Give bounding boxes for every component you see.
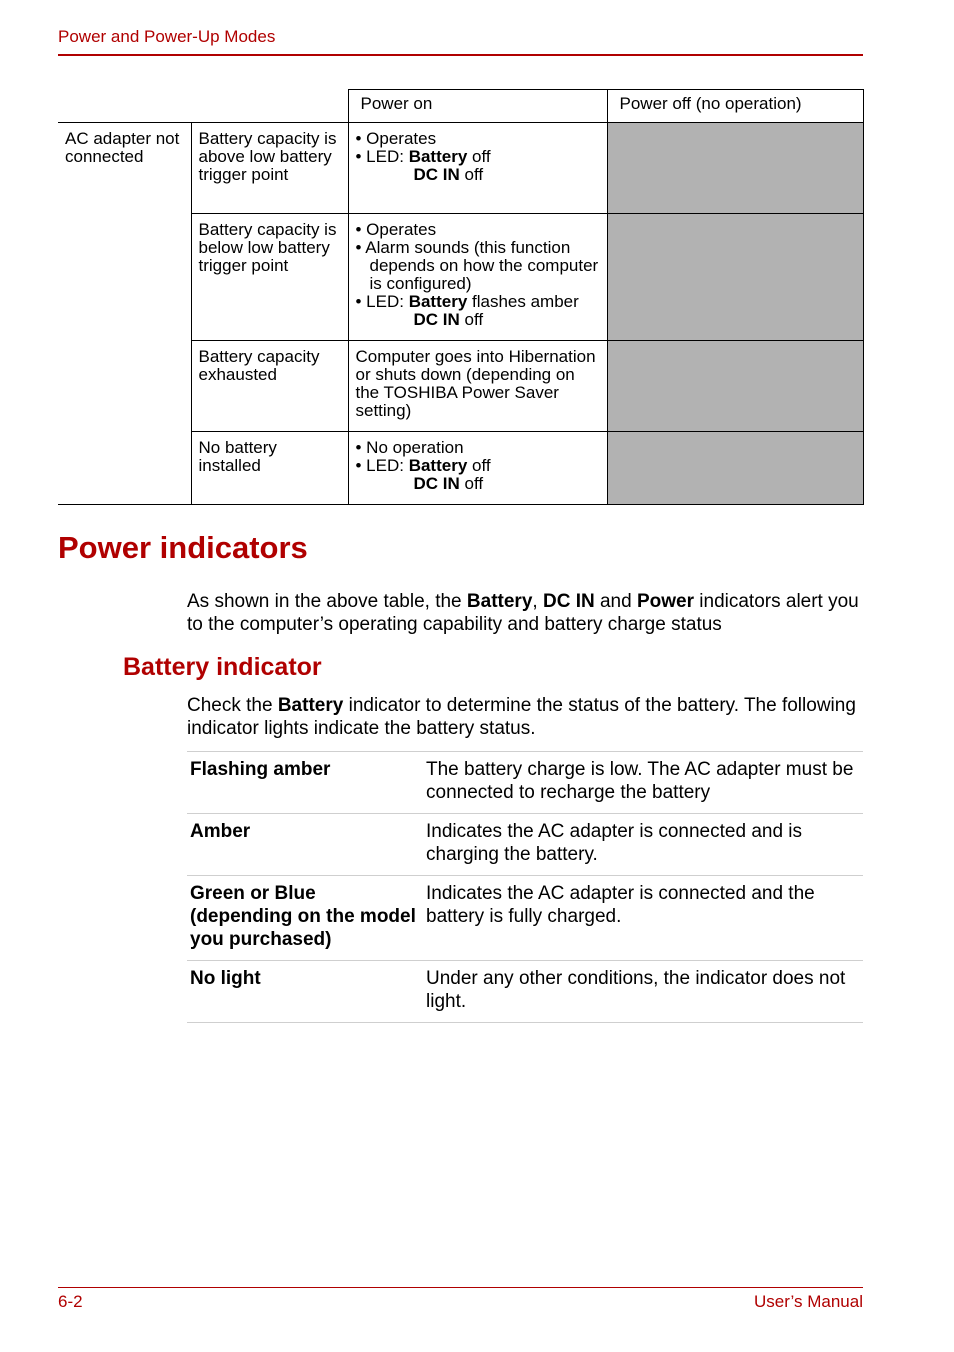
intro-text: and bbox=[594, 591, 637, 612]
led-name: Battery bbox=[408, 292, 468, 311]
header-rule bbox=[58, 54, 863, 56]
condition-cell: No battery installed bbox=[191, 432, 348, 505]
blank-header-cell bbox=[58, 90, 348, 123]
dcin-name: DC IN bbox=[413, 165, 460, 184]
intro-text: indicator to determine the status of the battery. The following indicator lights indicate the battery status. bbox=[187, 695, 856, 739]
led-prefix: • LED: bbox=[355, 147, 409, 166]
led-state: off bbox=[467, 147, 491, 166]
indicator-description: Under any other conditions, the indicator does not light. bbox=[423, 961, 863, 1023]
indicator-description: Indicates the AC adapter is connected and the battery is fully charged. bbox=[423, 876, 863, 961]
power-off-cell bbox=[607, 214, 863, 341]
led-prefix: • LED: bbox=[355, 292, 409, 311]
indicator-description: The battery charge is low. The AC adapter must be connected to recharge the battery bbox=[423, 752, 863, 814]
led-line bbox=[356, 148, 601, 166]
subsection-title: Battery indicator bbox=[123, 653, 322, 681]
intro-bold: Power bbox=[636, 591, 694, 612]
indicator-state: Green or Blue (depending on the model you purchased) bbox=[187, 876, 423, 961]
table-row bbox=[58, 123, 863, 214]
status-line: • Operates bbox=[355, 129, 437, 148]
table-row bbox=[187, 814, 863, 876]
table-row bbox=[187, 876, 863, 961]
intro-text: As shown in the above table, the bbox=[187, 591, 467, 612]
led-prefix: • LED: bbox=[355, 456, 409, 475]
led-name: Battery bbox=[408, 147, 468, 166]
battery-indicator-table bbox=[187, 751, 863, 1023]
condition-cell: Battery capacity is above low battery trigger point bbox=[191, 123, 348, 214]
group-label: AC adapter not connected bbox=[58, 123, 191, 505]
manual-title: User’s Manual bbox=[754, 1292, 863, 1311]
power-off-cell bbox=[607, 341, 863, 432]
section-intro bbox=[187, 590, 877, 636]
power-on-cell: Computer goes into Hibernation or shuts down (depending on the TOSHIBA Power Saver setting) bbox=[348, 341, 607, 432]
intro-text: , bbox=[532, 591, 543, 612]
intro-text: indicators alert you to the computer’s operating capability and battery charge status bbox=[187, 591, 859, 635]
dcin-state: off bbox=[459, 474, 484, 493]
dcin-line bbox=[356, 166, 601, 184]
alarm-line: • Alarm sounds (this function depends on how the computer is configured) bbox=[355, 238, 599, 293]
condition-cell: Battery capacity is below low battery trigger point bbox=[191, 214, 348, 341]
intro-text: Check the bbox=[187, 695, 278, 716]
led-state: flashes amber bbox=[467, 292, 579, 311]
intro-bold: DC IN bbox=[542, 591, 595, 612]
dcin-name: DC IN bbox=[413, 474, 460, 493]
condition-cell: Battery capacity exhausted bbox=[191, 341, 348, 432]
dcin-state: off bbox=[459, 165, 484, 184]
table-header-row bbox=[58, 90, 863, 123]
indicator-state: Flashing amber bbox=[187, 752, 423, 814]
indicator-description: Indicates the AC adapter is connected and is charging the battery. bbox=[423, 814, 863, 876]
running-head: Power and Power-Up Modes bbox=[58, 27, 276, 46]
table-row bbox=[187, 752, 863, 814]
dcin-state: off bbox=[459, 310, 484, 329]
power-off-cell bbox=[607, 123, 863, 214]
status-line: • Operates bbox=[355, 220, 437, 239]
footer-rule bbox=[58, 1287, 863, 1288]
col-power-on: Power on bbox=[348, 90, 607, 123]
power-modes-table bbox=[58, 89, 864, 505]
intro-bold: Battery bbox=[277, 695, 344, 716]
table-row bbox=[187, 961, 863, 1023]
led-line bbox=[356, 457, 601, 475]
section-title: Power indicators bbox=[58, 530, 308, 565]
subsection-intro bbox=[187, 694, 867, 740]
page-number: 6-2 bbox=[58, 1292, 83, 1311]
power-off-cell bbox=[607, 432, 863, 505]
dcin-name: DC IN bbox=[413, 310, 460, 329]
dcin-line bbox=[356, 475, 601, 493]
power-on-cell bbox=[348, 432, 607, 505]
dcin-line bbox=[356, 311, 601, 329]
status-line: • No operation bbox=[355, 438, 464, 457]
led-state: off bbox=[467, 456, 491, 475]
led-line bbox=[356, 293, 601, 311]
led-name: Battery bbox=[408, 456, 468, 475]
col-power-off: Power off (no operation) bbox=[607, 90, 863, 123]
indicator-state: Amber bbox=[187, 814, 423, 876]
indicator-state: No light bbox=[187, 961, 423, 1023]
intro-bold: Battery bbox=[466, 591, 533, 612]
power-on-cell bbox=[348, 214, 607, 341]
power-on-cell bbox=[348, 123, 607, 214]
